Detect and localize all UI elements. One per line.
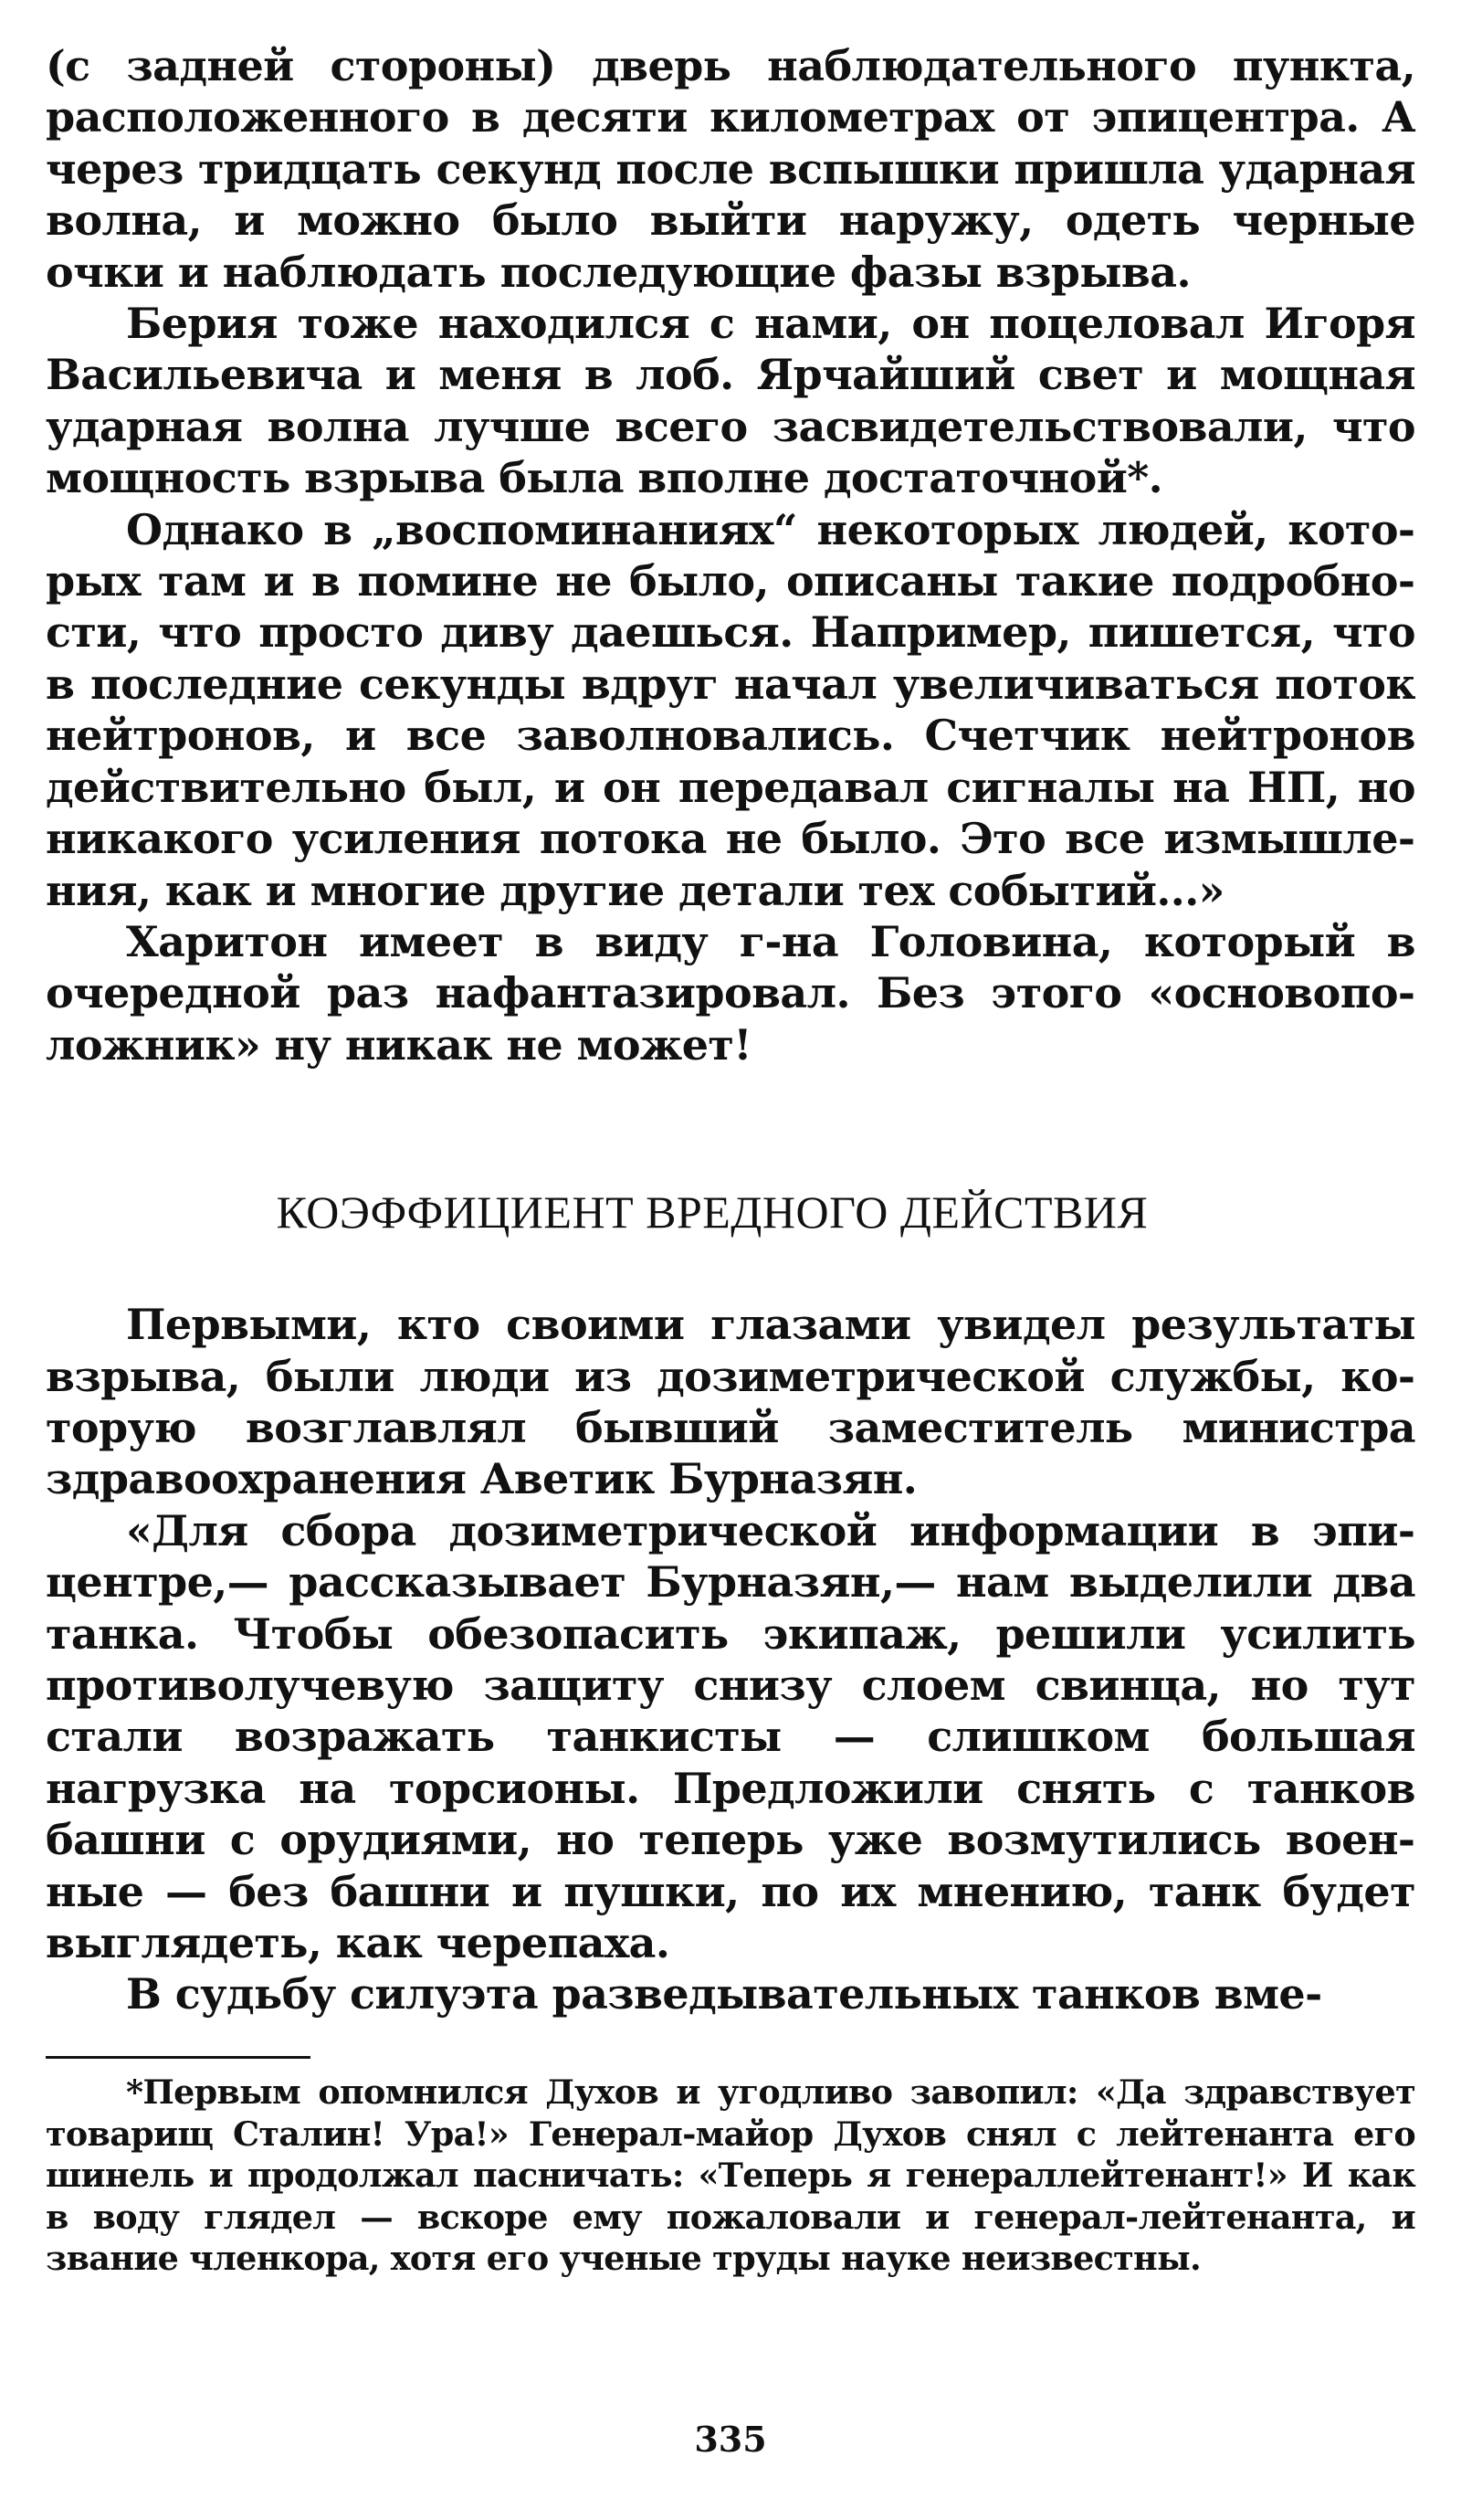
paragraph-4: Харитон имеет в виду г-на Головина, который в очередной раз нафантазировал. Без этого «основоположник» ну никак не может! <box>46 916 1415 1070</box>
footnote: *Первым опомнился Духов и угодливо завопил: «Да здравствует товарищ Сталин! Ура!» Генерал-майор Духов снял с лейтенанта его шинель и продолжал пасничать: «Теперь я генераллейтенант!» И как в воду глядел — вскоре ему пожаловали и генерал-лейтенанта, и звание членкора, хотя его ученые труды науке неизвестны. <box>46 2072 1415 2279</box>
section-paragraph-3: В судьбу силуэта разведывательных танков вме- <box>126 1969 1322 2019</box>
paragraph-1: (с задней стороны) дверь наблюдательного пункта, расположенного в десяти километрах от эпицентра. А через тридцать секунд после вспышки пришла ударная волна, и можно было выйти наружу, одеть черные очки и наблюдать последующие фазы взрыва. <box>46 41 1415 297</box>
section-heading: КОЭФФИЦИЕНТ ВРЕДНОГО ДЕЙСТВИЯ <box>276 1186 1149 1239</box>
section-paragraph-1: Первыми, кто своими глазами увидел результаты взрыва, были люди из дозиметрической службы, которую возглавлял бывший заместитель министра здравоохранения Аветик Бурназян. <box>46 1300 1415 1504</box>
page-body <box>46 40 1415 2020</box>
paragraph-3: Однако в „воспоминаниях“ некоторых людей, которых там и в помине не было, описаны такие подробности, что просто диву даешься. Например, пишется, что в последние секунды вдруг начал увеличиваться поток нейтронов, и все заволновались. Счетчик нейтронов действительно был, и он передавал сигналы на НП, но никакого усиления потока не было. Это все измышления, как и многие другие детали тех событий...» <box>46 504 1415 915</box>
paragraph-2: Берия тоже находился с нами, он поцеловал Игоря Васильевича и меня в лоб. Ярчайший свет и мощная ударная волна лучше всего засвидетельствовали, что мощность взрыва была вполне достаточной*. <box>46 299 1415 503</box>
section-paragraph-2: «Для сбора дозиметрической информации в эпицентре,— рассказывает Бурназян,— нам выделили два танка. Чтобы обезопасить экипаж, решили усилить противолучевую защиту снизу слоем свинца, но тут стали возражать танкисты — слишком большая нагрузка на торсионы. Предложили снять с танков башни с орудиями, но теперь уже возмутились военные — без башни и пушки, по их мнению, танк будет выглядеть, как черепаха. <box>46 1505 1415 1967</box>
page-number: 335 <box>694 2419 767 2460</box>
footnote-divider <box>46 2056 310 2059</box>
footnotes <box>46 2072 1415 2280</box>
